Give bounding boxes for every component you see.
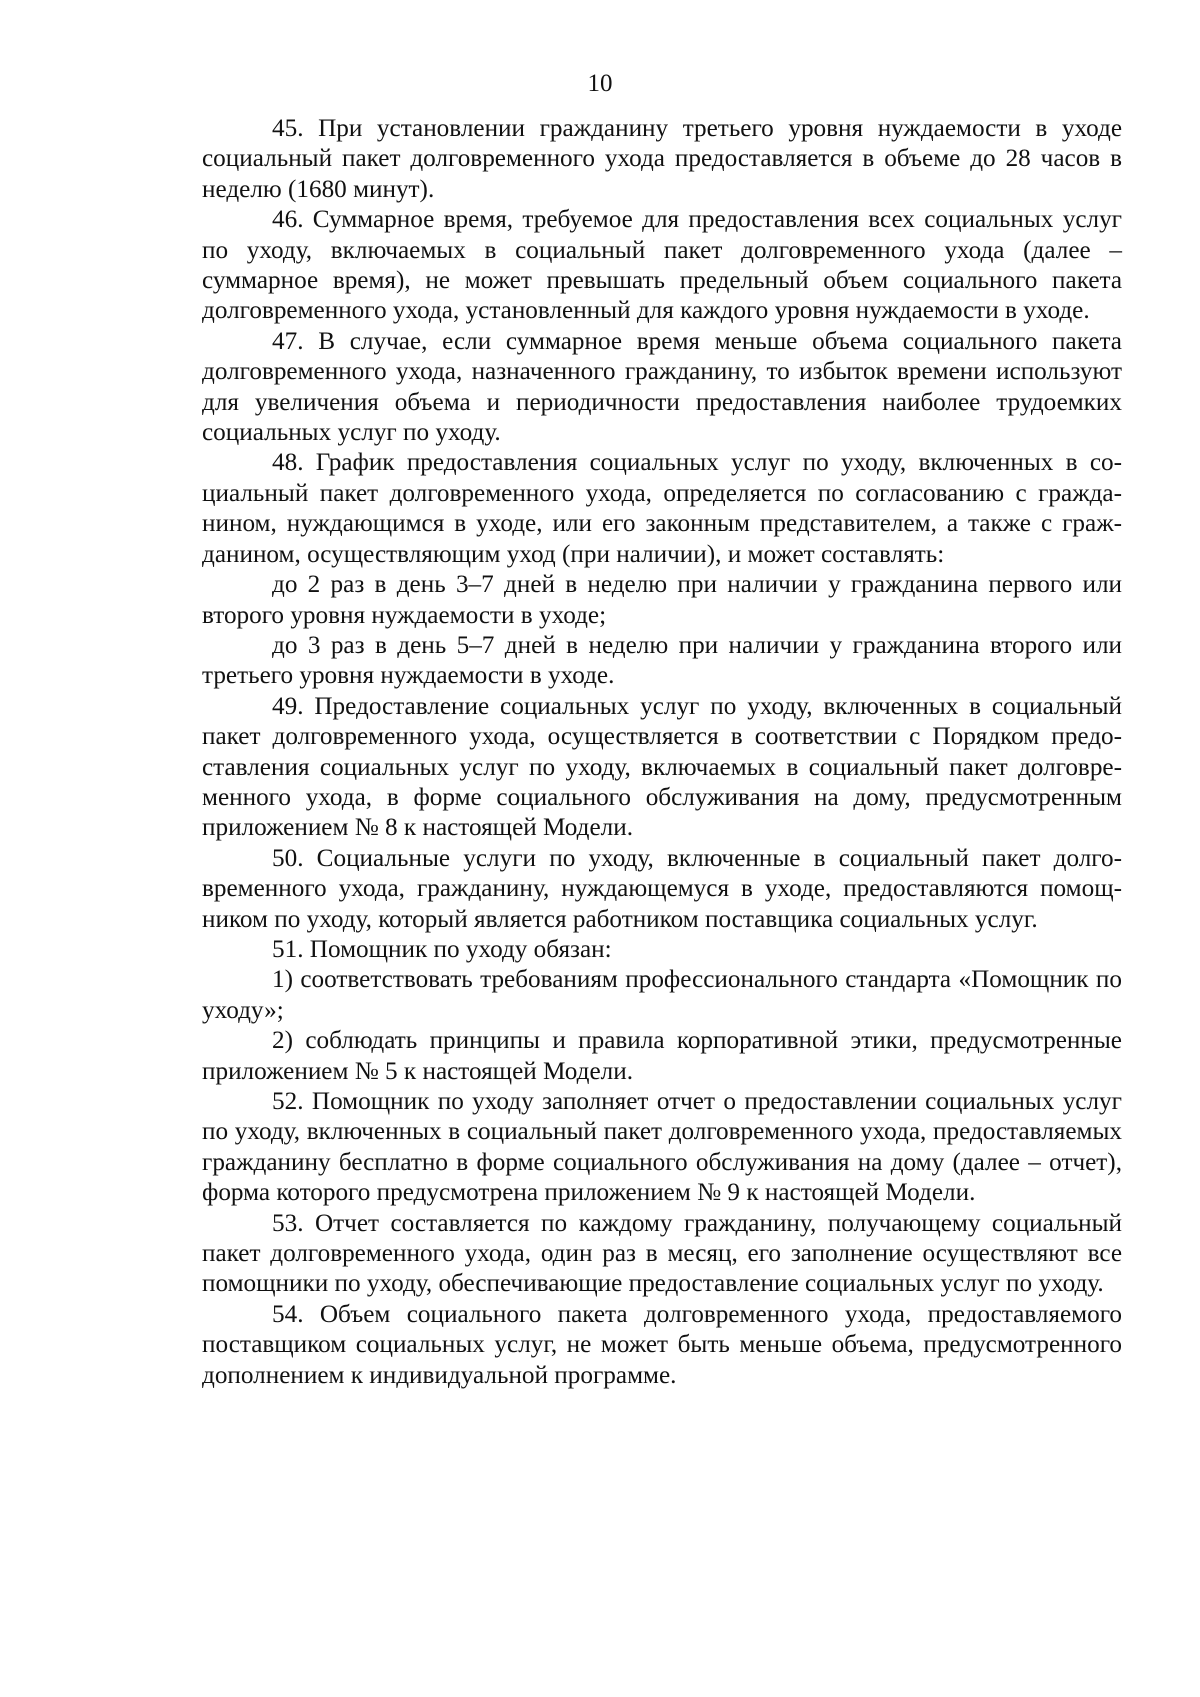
paragraph-51: 51. Помощник по уходу обязан: <box>272 935 612 963</box>
paragraph-45: 45. При установлении гражданину третьего уровня нуждаемости в уходе социальный пакет долговременного ухода предоставляется в объеме до 28 часов в неделю (1680 минут). <box>202 115 1122 203</box>
paragraph-47: 47. В случае, если суммарное время меньше объема социального пакета долговременного ухода, назначенного гражданину, то избыток времени используют для увеличения объема и периодичности предоставления наиболее трудоемких социальных услуг по уходу. <box>202 327 1122 447</box>
paragraph-49: 49. Предоставление социальных услуг по уходу, включенных в социальный пакет долговременного ухода, осуществляется в соответствии с Порядком предоставления социальных услуг по уходу, включаемых в социальный пакет долговременного ухода, в форме социального обслуживания на дому, предусмотренным приложением № 8 к настоящей Модели. <box>202 692 1122 842</box>
paragraph-50: 50. Социальные услуги по уходу, включенные в социальный пакет долговременного ухода, гражданину, нуждающемуся в уходе, предоставляются помощником по уходу, который является работником поставщика социальных услуг. <box>202 844 1122 933</box>
paragraph-53: 53. Отчет составляется по каждому гражданину, получающему социальный пакет долговременного ухода, один раз в месяц, его заполнение осуществляют все помощники по уходу, обеспечивающие предоставление социальных услуг по уходу. <box>202 1209 1122 1298</box>
document-body <box>202 114 1122 1391</box>
paragraph-48: 48. График предоставления социальных услуг по уходу, включенных в социальный пакет долговременного ухода, определяется по согласованию с гражданином, нуждающимся в уходе, или его законным представителем, а также с гражданином, осуществляющим уход (при наличии), и может составлять: <box>202 449 1122 568</box>
paragraph-46: 46. Суммарное время, требуемое для предоставления всех социальных услуг по уходу, включаемых в социальный пакет долговременного ухода (далее – суммарное время), не может превышать предельный объем социального пакета долговременного ухода, установленный для каждого уровня нуждаемости в уходе. <box>202 206 1122 325</box>
paragraph-48-item-1: до 2 раз в день 3–7 дней в неделю при наличии у гражданина первого или второго уровня нуждаемости в уходе; <box>202 571 1122 629</box>
paragraph-54: 54. Объем социального пакета долговременного ухода, предоставляемого поставщиком социальных услуг, не может быть меньше объема, предусмотренного дополнением к индивидуальной программе. <box>202 1300 1122 1389</box>
paragraph-52: 52. Помощник по уходу заполняет отчет о предоставлении социальных услуг по уходу, включенных в социальный пакет долговременного ухода, предоставляемых гражданину бесплатно в форме социального обслуживания на дому (далее – отчет), форма которого предусмотрена приложением № 9 к настоящей Модели. <box>202 1088 1122 1207</box>
paragraph-51-item-1: 1) соответствовать требованиям профессионального стандарта «Помощник по уходу»; <box>202 966 1122 1024</box>
page-number: 10 <box>587 70 613 97</box>
paragraph-51-item-2: 2) соблюдать принципы и правила корпоративной этики, предусмотренные приложением № 5 к настоящей Модели. <box>202 1027 1122 1085</box>
paragraph-48-item-2: до 3 раз в день 5–7 дней в неделю при наличии у гражданина второго или третьего уровня нуждаемости в уходе. <box>202 631 1122 690</box>
